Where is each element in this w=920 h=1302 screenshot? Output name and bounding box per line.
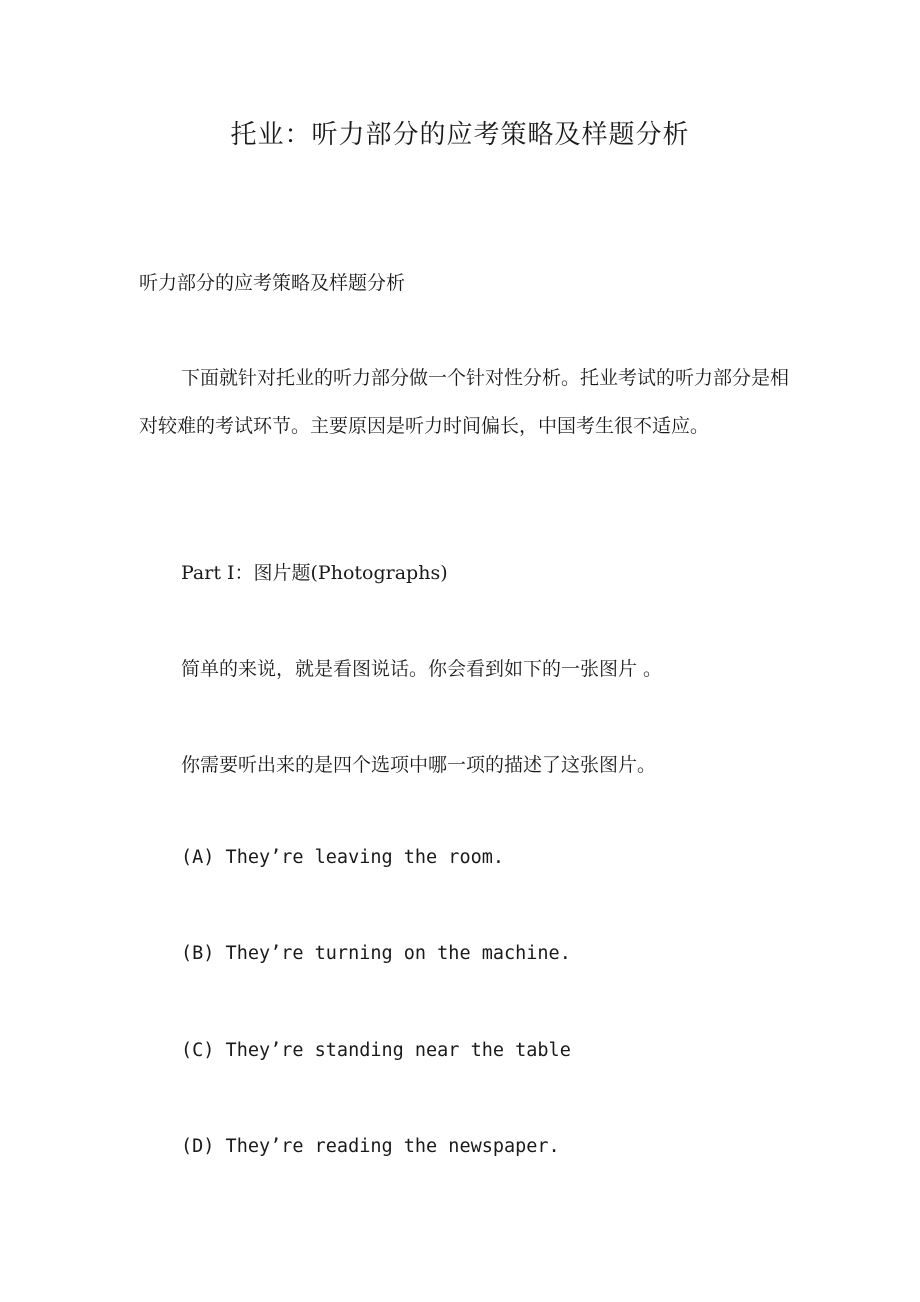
explanation-line-1: 简单的来说，就是看图说话。你会看到如下的一张图片 。: [181, 658, 663, 680]
option-a: (A) They’re leaving the room.: [181, 847, 505, 868]
option-d: (D) They’re reading the newspaper.: [181, 1136, 560, 1157]
explanation-line-2: 你需要听出来的是四个选项中哪一项的描述了这张图片。: [181, 754, 657, 776]
intro-paragraph: 下面就针对托业的听力部分做一个针对性分析。托业考试的听力部分是相对较难的考试环节。主要原因是听力时间偏长，中国考生很不适应。: [139, 367, 790, 437]
part-heading: Part I：图片题(Photographs): [181, 562, 448, 584]
section-subtitle: 听力部分的应考策略及样题分析: [139, 272, 406, 294]
document-title: 托业：听力部分的应考策略及样题分析: [230, 120, 690, 150]
option-b: (B) They’re turning on the machine.: [181, 943, 571, 964]
option-c: (C) They’re standing near the table: [181, 1040, 571, 1061]
